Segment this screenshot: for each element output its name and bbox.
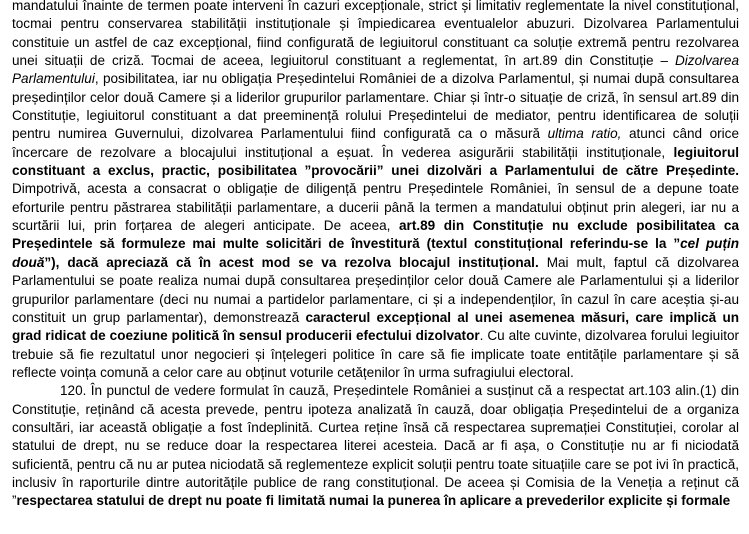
bold-run: art.89 din Constituție nu exclude posibilitatea ca Președintele să formuleze mai multe solicitări de învestitură (textul constituțional referindu-se la ” [12, 218, 739, 252]
bold-italic-text: cel puțin două [12, 236, 739, 270]
text-run: Dimpotrivă, acesta a consacrat o obligație de diligență pentru Președintele României, în sensul de a depune toate eforturile pentru păstrarea stabilității parlamentare, a ducerii până la termen a mandatului obținut prin alegeri, iar nu a scurtării lui, prin forțarea de alegeri anticipate. De aceea, [12, 181, 739, 234]
bold-run: ”), dacă apreciază că în acest mod se va rezolva blocajul instituțional. [44, 254, 539, 270]
paragraph-120 [12, 382, 739, 510]
text-run: . Cu alte cuvinte, dizolvarea forului legiuitor trebuie să fie rezultatul unor negocieri și înțelegeri politice în care să fie implicate toate entitățile parlamentare și să reflecte voința comună a celor care au obținut voturile cetățenilor în urma sufragiului electoral. [12, 328, 740, 380]
text-run: , posibilitatea, iar nu obligația Președintelui României de a dizolva Parlamentul, și numai după consultarea președinților celor două Camere și a liderilor grupurilor parlamentare. Chiar și într-o situație de criză, în sensul art.89 din Constituție, legiuitorul constituant a dat preeminență rolului Președintelui de mediator, pentru identificarea de soluții pentru numirea Guvernului, dizolvarea Parlamentului fiind configurată ca o măsură [12, 71, 739, 142]
text-run: mandatului înainte de termen poate interveni în cazuri excepționale, strict și limitativ reglementate la nivel [12, 0, 652, 13]
text-run: Mai mult, faptul că dizolvarea Parlamentului se poate realiza numai după consultarea președinților celor două Camere ale Parlamentului și a liderilor grupurilor parlamentare (deci nu numai a partidelor parlamentare, ci și a independenților, în cazul în care aceștia și-au constituit un grup parlamentar), demonstrează [12, 254, 740, 325]
paragraph-119 [12, 0, 739, 382]
bold-run: legiuitorul constituant a exclus, practic, posibilitatea ”provocării” unei dizolvări a Parlamentului de către Președinte. [12, 144, 739, 179]
bold-run: respectarea statului de drept nu poate fi limitată numai la punerea în aplicare a prevederilor explicite și formale [16, 493, 731, 509]
italic-run: ultima ratio, [547, 126, 622, 142]
text-run: constituțional, tocmai pentru conservarea stabilității instituționale și împiedicarea eventualelor abuzuri. Dizolvarea Parlamentului constituie un astfel de caz excepțional, fiind configurată de legiuitorul constituant ca soluție extremă pentru rezolvarea unei situații de criză. Tocmai de aceea, legiuitorul constituant a reglementat, în art.89 din Constituție – [12, 0, 740, 69]
bold-run: caracterul excepțional al unei asemenea măsuri, care implică un grad ridicat de coeziune politică în sensul producerii efectului dizolvator [12, 309, 739, 344]
italic-run: Dizolvarea Parlamentului [12, 53, 739, 87]
text-run: atunci când orice încercare de rezolvare a blocajului instituțional a eșuat. În vederea asigurării stabilității instituționale, [12, 126, 739, 160]
text-run: 120. În punctul de vedere formulat în cauză, Președintele României a susținut că a respectat art.103 alin.(1) din Constituție, reținând că acesta prevede, pentru ipoteza analizată în cauză, doar obligația Președintelui de a organiza consultări, iar această obligație a fost îndeplinită. Curtea reține însă că respectarea supremației Constituției, corolar al statului de drept, nu se reduce doar la respectarea literei acesteia. Dacă ar fi așa, o Constituție nu ar fi niciodată suficientă, pentru că nu ar putea niciodată să reglementeze explicit soluții pentru toate situațiile care se pot ivi în practică, inclusiv în raporturile dintre autoritățile publice de rang constituțional. De aceea și Comisia de la Veneția a reținut că ” [12, 383, 739, 509]
